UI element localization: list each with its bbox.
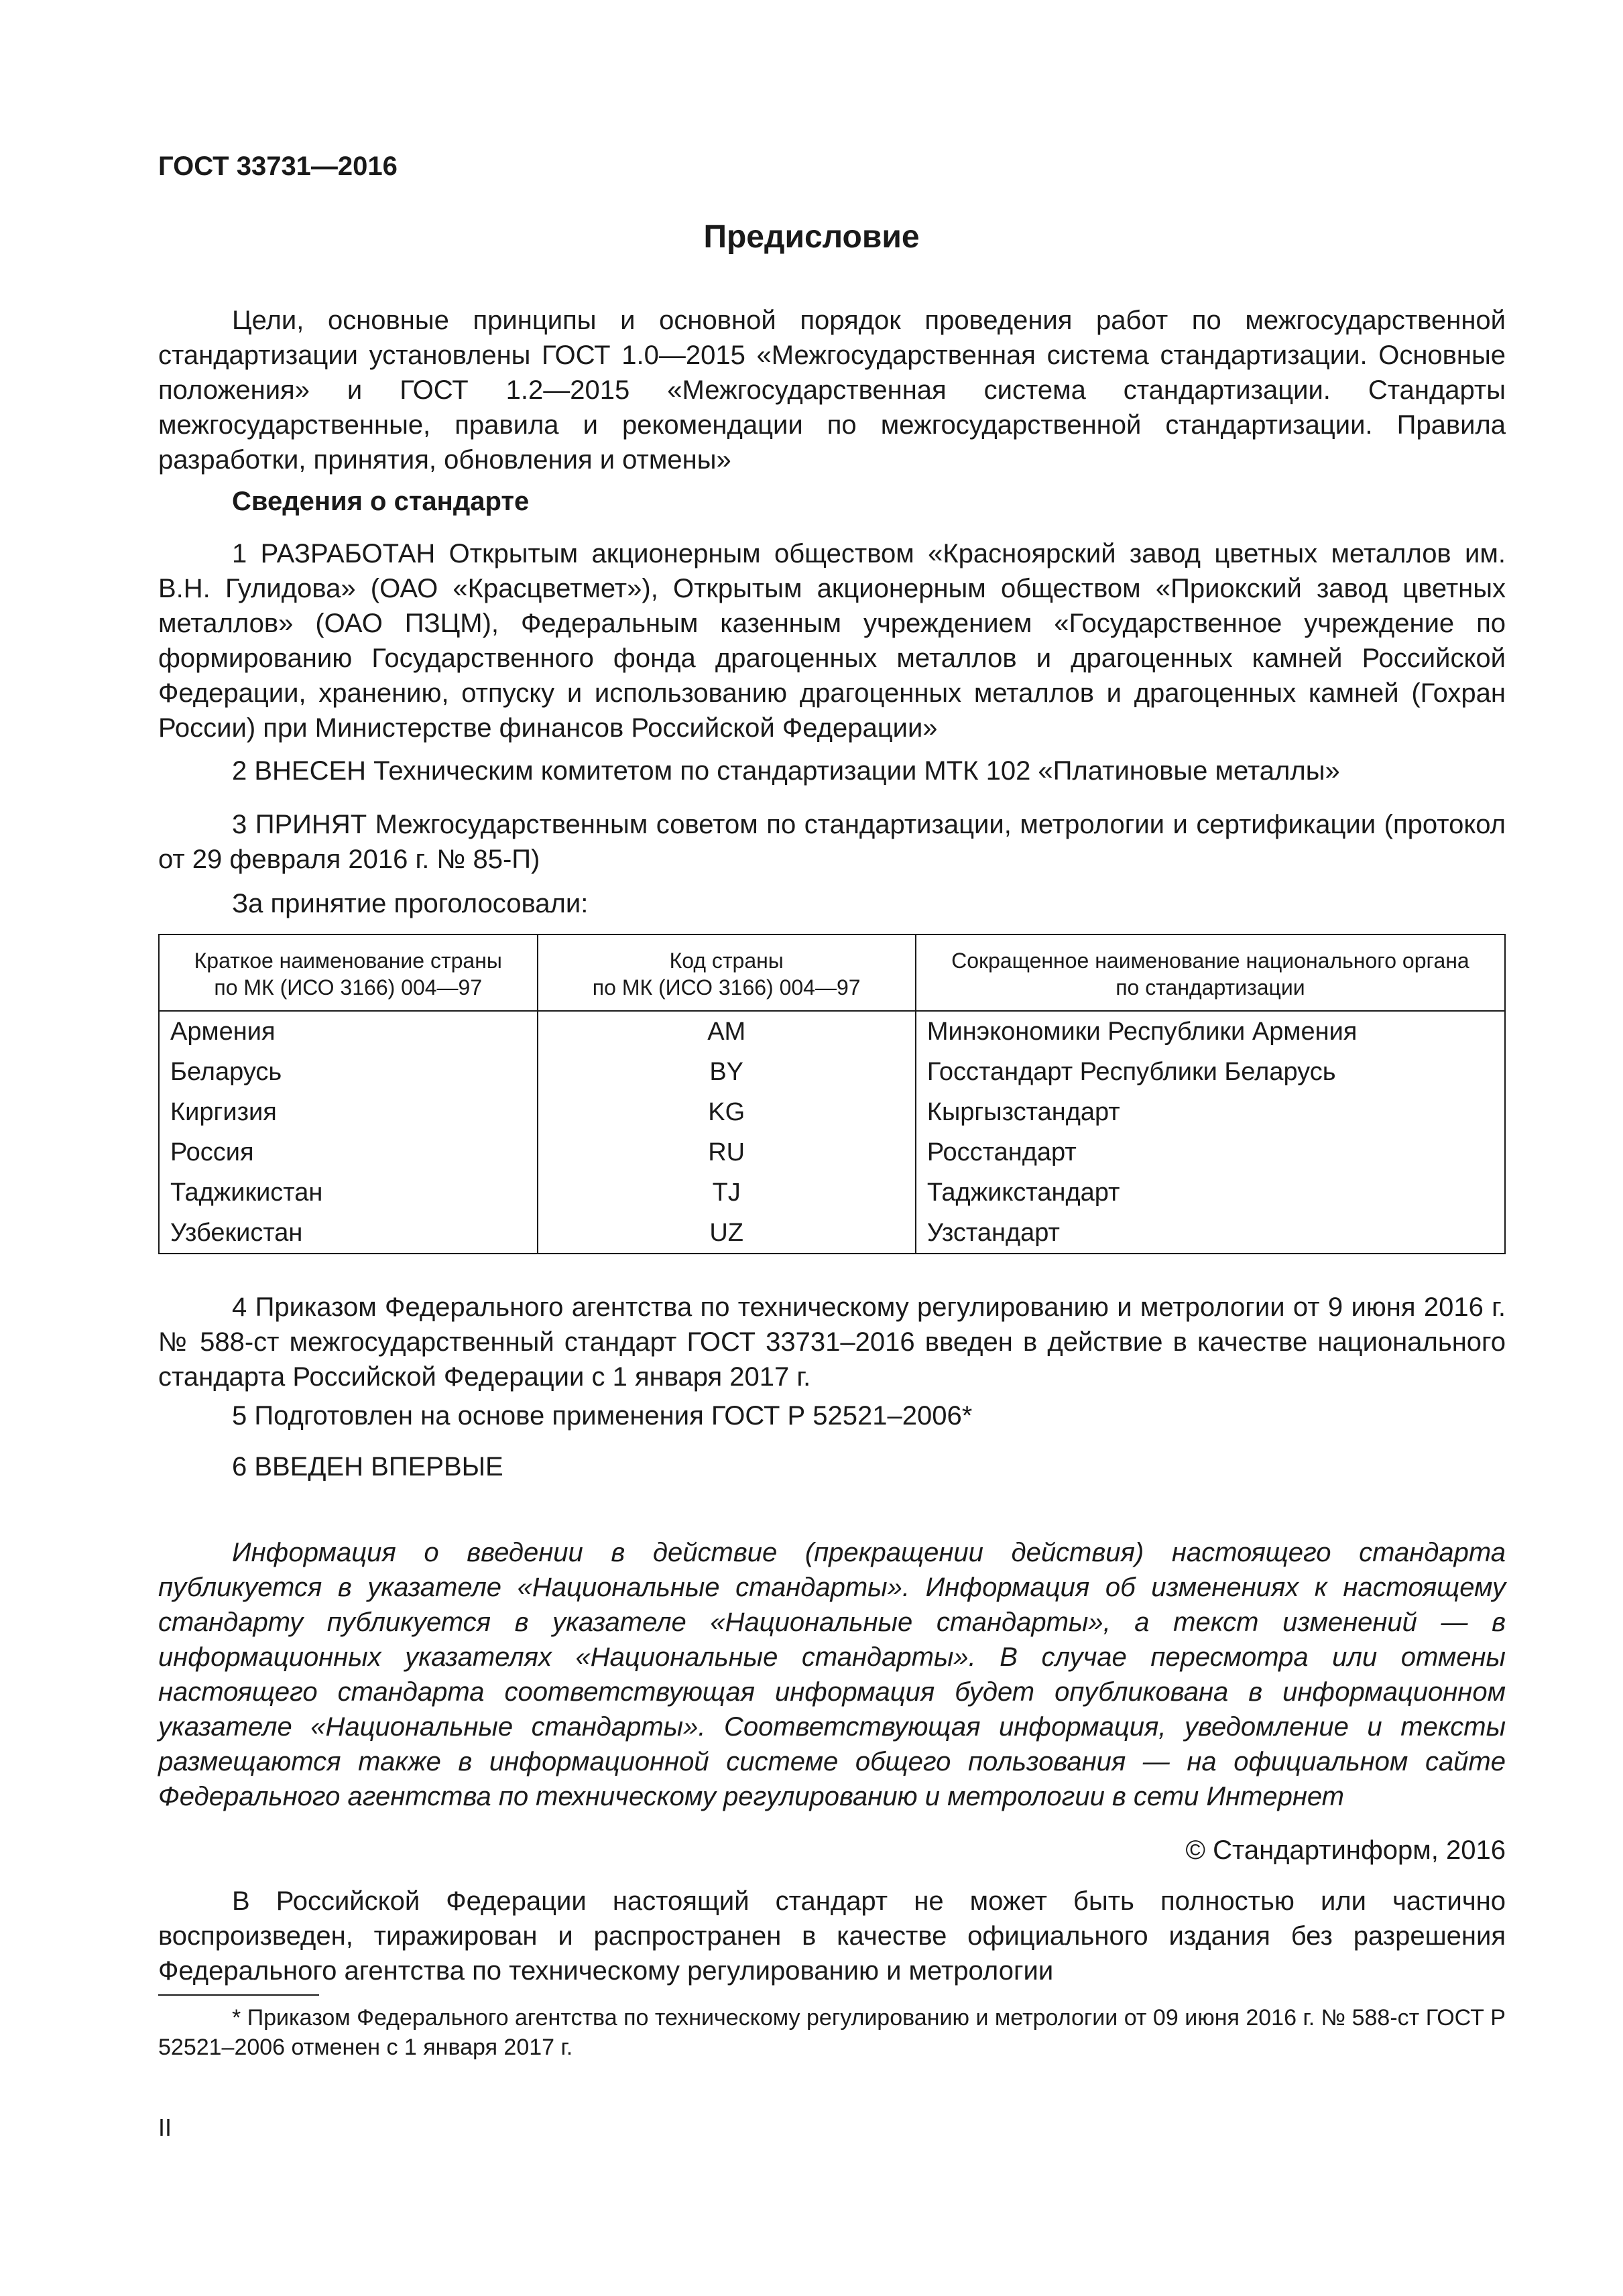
table-row <box>159 1052 1505 1092</box>
reproduction-paragraph: В Российской Федерации настоящий стандарт не может быть полностью или частично воспроизведен, тиражирован и распространен в качестве официального издания без разрешения Федерального агентства по техническому регулированию и метрологии <box>158 1886 1506 1986</box>
footnote: * Приказом Федерального агентства по техническому регулированию и метрологии от 09 июня 2016 г. № 588-ст ГОСТ Р 52521–2006 отменен с 1 января 2017 г. <box>158 2005 1506 2060</box>
table-row <box>159 1092 1505 1132</box>
section-heading: Сведения о стандарте <box>232 487 530 516</box>
code-cell: AM <box>538 1011 916 1052</box>
table-row <box>159 1172 1505 1213</box>
country-cell: Киргизия <box>159 1092 538 1132</box>
country-cell: Россия <box>159 1132 538 1172</box>
table-row <box>159 1213 1505 1254</box>
item-1-paragraph: 1 РАЗРАБОТАН Открытым акционерным обществом «Красноярский завод цветных металлов им. В.Н. Гулидова» (ОАО «Красцветмет»), Открытым акционерным обществом «Приокский завод цветных металлов» (ОАО ПЗЦМ), Федеральным казенным учреждением «Государственное учреждение по формированию Государственного фонда драгоценных металлов и драгоценных камней Российской Федерации, хранению, отпуску и использованию драгоценных металлов и драгоценных камней (Гохран России) при Министерстве финансов Российской Федерации» <box>158 539 1506 743</box>
footnote-divider <box>158 1994 319 1996</box>
table-header-row <box>159 934 1505 1011</box>
page-title: Предисловие <box>703 219 920 255</box>
body-cell: Кыргызстандарт <box>916 1092 1505 1132</box>
item-5-paragraph: 5 Подготовлен на основе применения ГОСТ Р 52521–2006* <box>232 1401 973 1431</box>
header-standards-body: Сокращенное наименование национального органа по стандартизации <box>916 934 1505 1011</box>
item-2-paragraph: 2 ВНЕСЕН Техническим комитетом по стандартизации МТК 102 «Платиновые металлы» <box>232 756 1340 786</box>
notice-paragraph: Информация о введении в действие (прекращении действия) настоящего стандарта публикуется в указателе «Национальные стандарты». Информация об изменениях к настоящему стандарту публикуется в указателе «Национальные стандарты», а текст изменений — в информационных указателях «Национальные стандарты». В случае пересмотра или отмены настоящего стандарта соответствующая информация будет опубликована в информационном указателе «Национальные стандарты». Соответствующая информация, уведомление и тексты размещаются также в информационной системе общего пользования — на официальном сайте Федерального агентства по техническому регулированию и метрологии в сети Интернет <box>158 1538 1506 1811</box>
table-row <box>159 1132 1505 1172</box>
body-cell: Узстандарт <box>916 1213 1505 1254</box>
vote-intro: За принятие проголосовали: <box>232 889 589 918</box>
country-cell: Беларусь <box>159 1052 538 1092</box>
item-4-paragraph: 4 Приказом Федерального агентства по техническому регулированию и метрологии от 9 июня 2016 г. № 588-ст межгосударственный стандарт ГОСТ 33731–2016 введен в действие в качестве национального стандарта Российской Федерации с 1 января 2017 г. <box>158 1292 1506 1392</box>
country-cell: Узбекистан <box>159 1213 538 1254</box>
item-6-paragraph: 6 ВВЕДЕН ВПЕРВЫЕ <box>232 1452 503 1482</box>
body-cell: Госстандарт Республики Беларусь <box>916 1052 1505 1092</box>
body-cell: Таджикстандарт <box>916 1172 1505 1213</box>
code-cell: BY <box>538 1052 916 1092</box>
table-row <box>159 1011 1505 1052</box>
code-cell: TJ <box>538 1172 916 1213</box>
header-country-code: Код страны по МК (ИСО 3166) 004—97 <box>538 934 916 1011</box>
body-cell: Росстандарт <box>916 1132 1505 1172</box>
page-number: II <box>158 2114 172 2141</box>
code-cell: KG <box>538 1092 916 1132</box>
country-cell: Армения <box>159 1011 538 1052</box>
country-cell: Таджикистан <box>159 1172 538 1213</box>
code-cell: UZ <box>538 1213 916 1254</box>
header-country-name: Краткое наименование страны по МК (ИСО 3166) 004—97 <box>159 934 538 1011</box>
voting-table <box>158 934 1506 1254</box>
document-code: ГОСТ 33731—2016 <box>158 152 398 181</box>
body-cell: Минэкономики Республики Армения <box>916 1011 1505 1052</box>
intro-paragraph: Цели, основные принципы и основной порядок проведения работ по межгосударственной стандартизации установлены ГОСТ 1.0—2015 «Межгосударственная система стандартизации. Основные положения» и ГОСТ 1.2—2015 «Межгосударственная система стандартизации. Стандарты межгосударственные, правила и рекомендации по межгосударственной стандартизации. Правила разработки, принятия, обновления и отмены» <box>158 306 1506 475</box>
item-3-paragraph: 3 ПРИНЯТ Межгосударственным советом по стандартизации, метрологии и сертификации (протокол от 29 февраля 2016 г. № 85-П) <box>158 810 1506 874</box>
code-cell: RU <box>538 1132 916 1172</box>
copyright-line: © Стандартинформ, 2016 <box>1185 1835 1506 1865</box>
